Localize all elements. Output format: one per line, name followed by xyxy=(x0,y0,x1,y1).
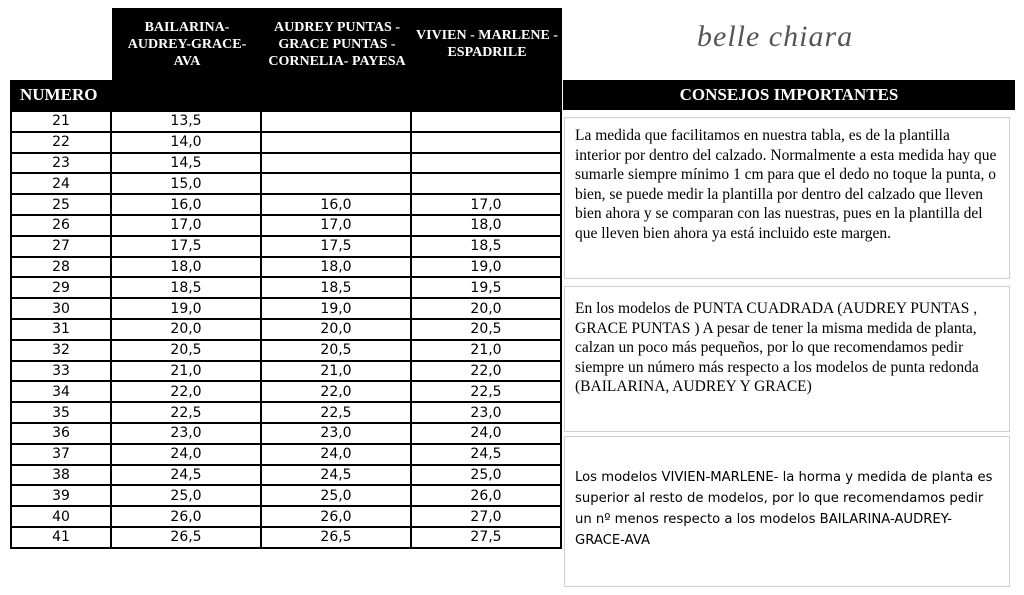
size-measure-cell: 20,0 xyxy=(261,319,411,340)
size-measure-cell: 27,0 xyxy=(411,506,561,527)
size-number-cell: 41 xyxy=(11,527,111,548)
size-number-cell: 24 xyxy=(11,173,111,194)
size-measure-cell: 27,5 xyxy=(411,527,561,548)
size-measure-cell: 22,0 xyxy=(411,361,561,382)
size-measure-cell: 23,0 xyxy=(111,423,261,444)
size-measure-cell: 23,0 xyxy=(411,402,561,423)
size-number-cell: 30 xyxy=(11,298,111,319)
size-number-cell: 36 xyxy=(11,423,111,444)
size-number-cell: 28 xyxy=(11,257,111,278)
size-measure-cell: 17,0 xyxy=(261,215,411,236)
numero-header-label: NUMERO xyxy=(20,85,98,104)
size-measure-cell: 22,5 xyxy=(261,402,411,423)
size-number-cell: 38 xyxy=(11,465,111,486)
table-row xyxy=(11,257,561,278)
table-row xyxy=(11,319,561,340)
size-measure-cell: 20,0 xyxy=(411,298,561,319)
size-number-cell: 22 xyxy=(11,132,111,153)
table-row xyxy=(11,423,561,444)
size-measure-cell: 17,0 xyxy=(411,194,561,215)
size-measure-cell: 24,0 xyxy=(111,444,261,465)
advice-text-measure: La medida que facilitamos en nuestra tabla, es de la plantilla interior por dentro del calzado. Normalmente a esta medida hay que sumarle siempre mínimo 1 cm para que el dedo no toque la punta, o bien, se puede medir la plantilla por dentro del calzado que lleven bien ahora y se comparan con las nuestras, pues en la plantilla del que lleven bien ahora ya está incluido este margen. xyxy=(575,127,997,242)
table-row xyxy=(11,485,561,506)
advice-box-square-toe xyxy=(564,286,1010,432)
size-measure-cell: 26,5 xyxy=(111,527,261,548)
table-row xyxy=(11,298,561,319)
header-audrey-grace-puntas xyxy=(262,8,412,80)
advice-box-vivien-marlene xyxy=(564,436,1010,587)
size-measure-cell: 21,0 xyxy=(411,340,561,361)
size-measure-cell: 26,5 xyxy=(261,527,411,548)
size-measure-cell: 19,0 xyxy=(411,257,561,278)
size-measure-cell: 20,5 xyxy=(111,340,261,361)
size-measure-cell: 16,0 xyxy=(261,194,411,215)
size-measure-cell: 17,5 xyxy=(261,236,411,257)
size-measure-cell xyxy=(411,132,561,153)
size-number-cell: 23 xyxy=(11,153,111,174)
size-measure-cell: 18,0 xyxy=(261,257,411,278)
size-measure-cell: 25,0 xyxy=(411,465,561,486)
size-measure-cell: 19,0 xyxy=(111,298,261,319)
table-row xyxy=(11,361,561,382)
size-measure-cell: 18,0 xyxy=(411,215,561,236)
size-number-cell: 37 xyxy=(11,444,111,465)
size-measure-cell: 20,5 xyxy=(261,340,411,361)
size-measure-cell: 18,0 xyxy=(111,257,261,278)
table-row xyxy=(11,340,561,361)
brand-logo: belle chiara xyxy=(697,20,854,53)
size-measure-cell: 24,5 xyxy=(411,444,561,465)
size-measure-cell: 22,5 xyxy=(411,381,561,402)
size-measure-cell: 14,0 xyxy=(111,132,261,153)
header-col2-label: AUDREY PUNTAS - GRACE PUNTAS - CORNELIA- PAYESA xyxy=(268,19,406,69)
size-number-cell: 40 xyxy=(11,506,111,527)
size-measure-cell: 19,5 xyxy=(411,277,561,298)
size-number-cell: 21 xyxy=(11,111,111,132)
table-row xyxy=(11,277,561,298)
size-measure-cell: 15,0 xyxy=(111,173,261,194)
size-number-cell: 32 xyxy=(11,340,111,361)
size-measure-cell: 17,5 xyxy=(111,236,261,257)
size-number-cell: 39 xyxy=(11,485,111,506)
size-measure-cell: 18,5 xyxy=(411,236,561,257)
size-measure-cell xyxy=(261,173,411,194)
table-row xyxy=(11,402,561,423)
size-measure-cell xyxy=(261,111,411,132)
size-measure-cell: 16,0 xyxy=(111,194,261,215)
table-row xyxy=(11,527,561,548)
size-number-cell: 25 xyxy=(11,194,111,215)
advice-text-square-toe: En los modelos de PUNTA CUADRADA (AUDREY PUNTAS , GRACE PUNTAS ) A pesar de tener la misma medida de planta, calzan un poco más pequeños, por lo que recomendamos pedir siempre un número más respecto a los modelos de punta redonda (BAILARINA, AUDREY Y GRACE) xyxy=(575,300,979,396)
size-measure-cell: 21,0 xyxy=(111,361,261,382)
advice-text-vivien-marlene: Los modelos VIVIEN-MARLENE- la horma y medida de planta es superior al resto de modelos, por lo que recomendamos pedir un nº menos respecto a los modelos BAILARINA-AUDREY-GRACE-AVA xyxy=(575,470,993,548)
size-measure-cell: 18,5 xyxy=(111,277,261,298)
size-number-cell: 29 xyxy=(11,277,111,298)
advice-box-measure xyxy=(564,117,1010,279)
size-measure-cell xyxy=(411,111,561,132)
size-number-cell: 35 xyxy=(11,402,111,423)
size-measure-cell: 19,0 xyxy=(261,298,411,319)
size-measure-cell: 20,5 xyxy=(411,319,561,340)
table-row xyxy=(11,465,561,486)
size-number-cell: 26 xyxy=(11,215,111,236)
table-row xyxy=(11,381,561,402)
size-measure-cell xyxy=(411,153,561,174)
size-number-cell: 31 xyxy=(11,319,111,340)
table-row xyxy=(11,194,561,215)
size-number-cell: 27 xyxy=(11,236,111,257)
table-row xyxy=(11,132,561,153)
size-measure-cell: 25,0 xyxy=(261,485,411,506)
size-number-cell: 34 xyxy=(11,381,111,402)
size-measure-cell: 18,5 xyxy=(261,277,411,298)
header-vivien-marlene xyxy=(412,8,562,80)
table-row xyxy=(11,173,561,194)
table-row xyxy=(11,111,561,132)
size-measure-cell: 24,5 xyxy=(111,465,261,486)
table-row xyxy=(11,215,561,236)
header-col1-label: BAILARINA-AUDREY-GRACE-AVA xyxy=(127,19,247,69)
size-measure-cell: 22,0 xyxy=(111,381,261,402)
size-measure-cell: 24,0 xyxy=(261,444,411,465)
size-measure-cell: 20,0 xyxy=(111,319,261,340)
header-col3-label: VIVIEN - MARLENE - ESPADRILE xyxy=(416,28,558,60)
size-measure-cell xyxy=(411,173,561,194)
size-measure-cell: 22,0 xyxy=(261,381,411,402)
size-measure-cell: 25,0 xyxy=(111,485,261,506)
table-row xyxy=(11,236,561,257)
size-measure-cell: 17,0 xyxy=(111,215,261,236)
size-table xyxy=(10,110,562,549)
size-measure-cell xyxy=(261,132,411,153)
table-row xyxy=(11,153,561,174)
size-measure-cell: 24,5 xyxy=(261,465,411,486)
size-number-cell: 33 xyxy=(11,361,111,382)
size-measure-cell: 21,0 xyxy=(261,361,411,382)
size-measure-cell: 22,5 xyxy=(111,402,261,423)
header-bailarina-audrey-grace-ava xyxy=(112,8,262,80)
size-measure-cell: 26,0 xyxy=(411,485,561,506)
size-measure-cell: 23,0 xyxy=(261,423,411,444)
size-measure-cell: 26,0 xyxy=(261,506,411,527)
size-measure-cell: 24,0 xyxy=(411,423,561,444)
table-row xyxy=(11,444,561,465)
size-measure-cell: 13,5 xyxy=(111,111,261,132)
consejos-title: CONSEJOS IMPORTANTES xyxy=(563,80,1015,110)
table-row xyxy=(11,506,561,527)
size-measure-cell xyxy=(261,153,411,174)
size-measure-cell: 26,0 xyxy=(111,506,261,527)
size-measure-cell: 14,5 xyxy=(111,153,261,174)
